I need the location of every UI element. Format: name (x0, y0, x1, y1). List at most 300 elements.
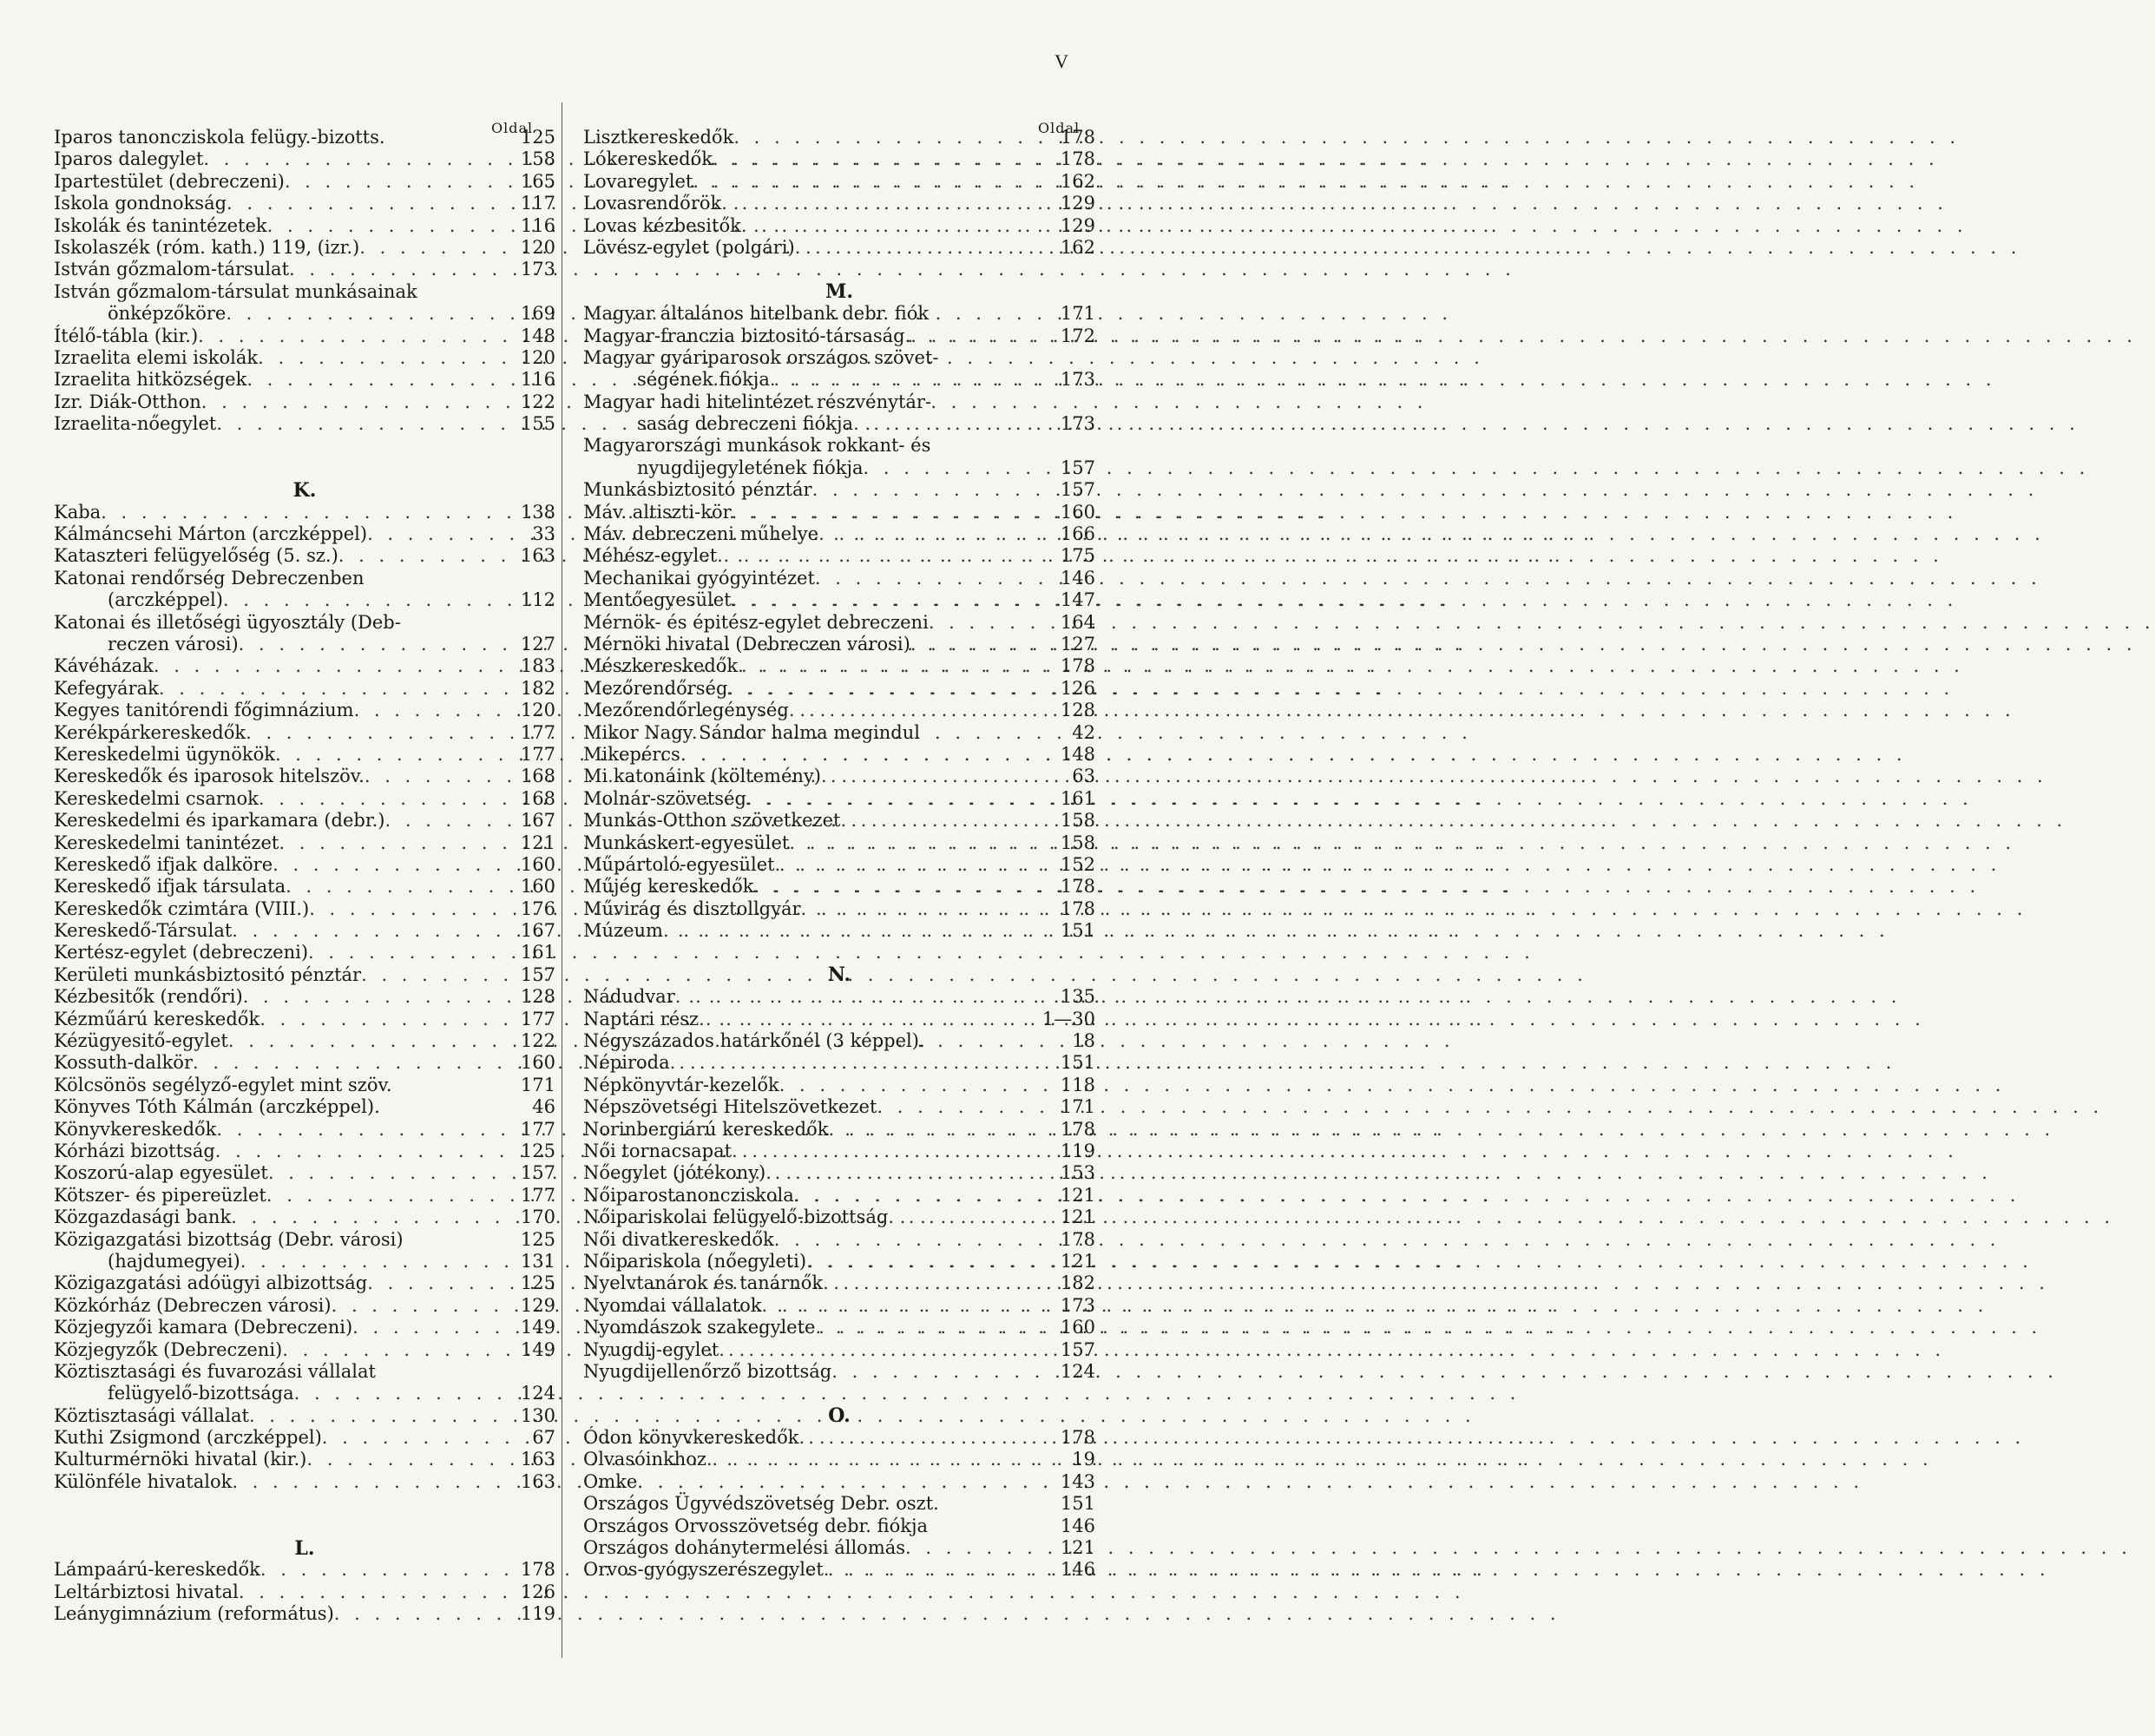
index-entry (54, 986, 555, 1008)
entry-page-number: 162 (1060, 236, 1095, 258)
entry-page-number: 129 (1060, 193, 1095, 214)
entry-page-number: 177 (520, 1008, 555, 1029)
entry-label: István gőzmalom-társulat (54, 259, 290, 280)
entry-label: Katonai rendőrség Debreczenben (54, 567, 365, 589)
dot-leader (789, 700, 1050, 721)
index-entry (583, 1272, 1095, 1294)
dot-leader (216, 1119, 510, 1141)
entry-page-number: 18 (1072, 1030, 1095, 1052)
entry-label: Mérnök- és épitész-egylet debreczeni (583, 611, 929, 633)
entry-label: Közigazgatási bizottság (Debr. városi) (54, 1228, 404, 1250)
index-entry (583, 898, 1095, 920)
index-entry (583, 986, 1095, 1008)
index-entry (583, 171, 1095, 193)
index-entry-continuation (54, 634, 555, 655)
dot-leader (706, 1449, 1050, 1470)
index-entry (583, 744, 1095, 766)
dot-leader (770, 369, 1050, 391)
entry-page-number: 167 (520, 920, 555, 942)
entry-label: Kerületi munkásbiztositó pénztár (54, 963, 362, 985)
dot-leader (738, 655, 1050, 677)
dot-leader (308, 942, 510, 963)
dot-leader (338, 545, 510, 567)
dot-leader (282, 1339, 510, 1361)
dot-leader (829, 1119, 1051, 1141)
section-letter: N. (827, 963, 851, 987)
index-entry (54, 391, 555, 413)
dot-leader (334, 1603, 510, 1625)
entry-label: Kávéházak (54, 655, 154, 677)
index-entry (54, 920, 555, 942)
entry-page-number: 160 (1060, 501, 1095, 523)
entry-page-number: 157 (1060, 457, 1095, 478)
entry-label: Mechanikai gyógyintézet (583, 567, 815, 589)
dot-leader (732, 1141, 1050, 1162)
entry-page-number: 178 (1060, 1427, 1095, 1449)
index-entry-continuation (583, 457, 1095, 479)
entry-label: Kézbesitők (rendőri) (54, 986, 243, 1008)
entry-label: Kórházi bizottság (54, 1140, 215, 1161)
dot-leader (258, 347, 510, 369)
entry-page-number: 172 (1060, 325, 1095, 346)
entry-label: Izraelita elemi iskolák (54, 346, 259, 368)
entry-label: Méhész-egylet (583, 545, 718, 567)
entry-label: Köztisztasági vállalat (54, 1404, 249, 1426)
dot-leader (815, 568, 1050, 589)
index-entry (583, 391, 1095, 413)
index-entry (583, 832, 1095, 854)
entry-page-number: 151 (1060, 1493, 1095, 1515)
dot-leader (260, 1559, 510, 1581)
index-entry (54, 347, 555, 369)
index-entry (54, 942, 555, 963)
index-entry (583, 655, 1095, 677)
dot-leader (367, 1272, 510, 1294)
entry-label: Izr. Diák-Otthon (54, 391, 201, 412)
index-entry (583, 237, 1095, 259)
index-entry (54, 832, 555, 854)
index-entry (583, 347, 1095, 369)
dot-leader (798, 1427, 1050, 1449)
entry-page-number: 128 (1060, 700, 1095, 721)
entry-label: Művirág és disztollgyár (583, 898, 801, 919)
entry-label: reczen városi) (108, 634, 239, 654)
index-entry (583, 1339, 1095, 1361)
index-entry (54, 369, 555, 391)
dot-leader (840, 810, 1050, 832)
entry-page-number: 122 (520, 1030, 555, 1052)
index-entry (54, 1207, 555, 1228)
index-entry-continuation (54, 1383, 555, 1404)
index-entry (54, 523, 555, 545)
entry-page-number: 157 (520, 963, 555, 985)
entry-page-number: 116 (520, 214, 555, 236)
entry-label: Könyvkereskedők (54, 1118, 217, 1140)
index-entry (583, 1427, 1095, 1449)
entry-page-number: 178 (520, 1559, 555, 1581)
entry-page-number: 33 (532, 523, 555, 545)
index-entry (583, 1516, 1095, 1537)
entry-page-number: 160 (520, 876, 555, 898)
index-entry (54, 215, 555, 237)
entry-page-number: 1—30 (1041, 1008, 1095, 1029)
entry-label: Naptári rész (583, 1008, 700, 1029)
entry-page-number: 151 (1060, 1052, 1095, 1074)
dot-leader (779, 1075, 1050, 1096)
index-entry-continuation (54, 1251, 555, 1272)
dot-leader (159, 678, 510, 700)
entry-page-number: 155 (520, 413, 555, 435)
entry-label: felügyelő-bizottsága (108, 1383, 294, 1404)
dot-leader (732, 589, 1050, 611)
index-entry (583, 523, 1095, 545)
dot-leader (203, 148, 510, 170)
dot-leader (279, 832, 510, 854)
entry-label: Nyugdijellenőrző bizottság (583, 1360, 832, 1382)
entry-label: Ódon könyvkereskedők (583, 1427, 799, 1449)
dot-leader (795, 237, 1050, 259)
entry-label: Kálmáncsehi Márton (arczképpel) (54, 523, 368, 545)
entry-label: Koszorú-alap egyesület (54, 1162, 268, 1184)
entry-label: Népkönyvtár-kezelők (583, 1074, 779, 1095)
dot-leader (215, 1141, 510, 1162)
dot-leader (239, 1581, 510, 1603)
entry-label: Kereskedelmi és iparkamara (debr.) (54, 810, 385, 832)
entry-page-number: 161 (520, 942, 555, 963)
dot-leader (732, 502, 1050, 523)
entry-page-number: 124 (1060, 1360, 1095, 1382)
entry-label: Közigazgatási adóügyi albizottság (54, 1272, 368, 1294)
entry-label: Iskolák és tanintézetek (54, 214, 267, 236)
entry-page-number: 183 (520, 655, 555, 677)
entry-label: Országos dohánytermelési állomás (583, 1537, 906, 1559)
entry-label: Nőipariskola (nőegyleti) (583, 1250, 807, 1272)
index-entry (54, 1603, 555, 1625)
entry-label: Kulturmérnöki hivatal (kir.) (54, 1449, 307, 1470)
dot-leader (910, 634, 1050, 655)
dot-leader (260, 1009, 510, 1030)
entry-page-number: 127 (1060, 634, 1095, 654)
index-entry (54, 788, 555, 810)
entry-label: Katonai és illetőségi ügyosztály (Deb- (54, 611, 401, 633)
dot-leader (154, 655, 510, 677)
dot-leader (670, 1052, 1050, 1074)
entry-label: Molnár-szövetség (583, 787, 746, 809)
entry-page-number: 173 (1060, 1294, 1095, 1316)
entry-label: Ítélő-tábla (kir.) (54, 325, 199, 346)
dot-leader (753, 876, 1050, 898)
index-entry (54, 326, 555, 347)
entry-label: Mezőrendőrlegénység (583, 700, 789, 721)
dot-leader (663, 920, 1050, 942)
index-entry (54, 1272, 555, 1294)
entry-label: Mészkereskedők (583, 655, 739, 677)
entry-page-number: 158 (1060, 832, 1095, 853)
index-entry-continuation (54, 303, 555, 325)
dot-leader (232, 1471, 510, 1493)
dot-leader (273, 854, 510, 876)
dot-leader (216, 413, 510, 435)
index-entry (583, 1295, 1095, 1317)
dot-leader (853, 413, 1050, 435)
dot-leader (365, 766, 510, 787)
entry-label: nyugdijegyletének fiókja (637, 457, 864, 478)
entry-label: Izraelita-nőegylet (54, 413, 217, 435)
entry-label: Nőegylet (jótékony) (583, 1162, 766, 1184)
index-entry (583, 1251, 1095, 1272)
index-entry (583, 1141, 1095, 1162)
entry-label: Ipartestület (debreczeni) (54, 170, 285, 192)
dot-leader (101, 502, 510, 523)
index-entry (583, 1009, 1095, 1030)
entry-label: Magyar gyáriparosok országos szövet- (583, 346, 939, 368)
entry-page-number: 178 (1060, 898, 1095, 919)
entry-label: Női divatkereskedők (583, 1228, 774, 1250)
index-entry (54, 1162, 555, 1184)
page-number: V (1055, 50, 1068, 72)
index-entry (54, 568, 555, 589)
index-entry (583, 1162, 1095, 1184)
entry-page-number: 120 (520, 700, 555, 721)
dot-leader (243, 986, 510, 1008)
index-entry (54, 1295, 555, 1317)
index-column-right (583, 120, 1095, 1581)
dot-leader (864, 457, 1050, 479)
entry-label: Múzeum (583, 920, 663, 942)
entry-label: Mentőegyesület (583, 589, 732, 611)
entry-label: Kereskedő-Társulat (54, 920, 233, 942)
entry-label: Kölcsönös segélyző-egylet mint szöv. (54, 1074, 392, 1095)
dot-leader (775, 854, 1050, 876)
index-entry (54, 1405, 555, 1427)
dot-leader (746, 788, 1050, 810)
entry-page-number: 135 (1060, 986, 1095, 1008)
entry-page-number: 118 (1060, 1074, 1095, 1095)
index-entry (54, 700, 555, 721)
entry-page-number: 168 (520, 787, 555, 809)
entry-page-number: 169 (520, 303, 555, 325)
index-entry (54, 678, 555, 700)
entry-page-number: 126 (520, 1581, 555, 1602)
entry-page-number: 125 (520, 1272, 555, 1294)
entry-page-number: 147 (1060, 589, 1095, 611)
entry-page-number: 173 (1060, 369, 1095, 391)
dot-leader (266, 1185, 510, 1207)
index-column-left (54, 120, 555, 1626)
index-entry (54, 1075, 555, 1096)
entry-label: Kefegyárak (54, 677, 159, 699)
index-entry (583, 920, 1095, 942)
entry-label: Különféle hivatalok (54, 1470, 233, 1492)
dot-leader (888, 1207, 1050, 1228)
dot-leader (228, 1030, 510, 1052)
entry-page-number: 121 (1060, 1184, 1095, 1206)
entry-page-number: 119 (520, 1603, 555, 1625)
dot-leader (680, 744, 1050, 766)
entry-label: Kézműárú kereskedők (54, 1008, 260, 1029)
entry-page-number: 138 (520, 501, 555, 523)
entry-label: Iskola gondnokság (54, 193, 227, 214)
entry-page-number: 164 (1060, 611, 1095, 633)
index-entry (583, 303, 1095, 325)
entry-label: Kereskedelmi tanintézet (54, 832, 279, 853)
dot-leader (717, 545, 1050, 567)
index-entry (583, 700, 1095, 721)
entry-page-number: 129 (1060, 214, 1095, 236)
entry-page-number: 146 (1060, 1515, 1095, 1536)
entry-page-number: 171 (1060, 1096, 1095, 1118)
dot-leader (249, 1405, 510, 1427)
entry-page-number: 120 (520, 236, 555, 258)
entry-page-number: 163 (520, 1449, 555, 1470)
entry-label: Kataszteri felügyelőség (5. sz.) (54, 545, 338, 567)
dot-leader (765, 1162, 1050, 1184)
entry-label: Mérnöki hivatal (Debreczen városi) (583, 634, 910, 654)
index-entry (583, 1075, 1095, 1096)
entry-label: Nyomdai vállalatok (583, 1294, 762, 1316)
entry-page-number: 177 (520, 1184, 555, 1206)
entry-label: Kézügyesitő-egylet (54, 1030, 228, 1052)
dot-leader (361, 964, 510, 986)
entry-label: Izraelita hitközségek (54, 369, 247, 391)
entry-label: Lovaregylet (583, 170, 693, 192)
entry-label: Nyugdij-egylet (583, 1338, 719, 1360)
entry-label: Magyar általános hitelbank debr. fiók (583, 303, 930, 325)
index-entry (583, 854, 1095, 876)
entry-page-number: 125 (520, 1228, 555, 1250)
entry-page-number: 182 (1060, 1272, 1095, 1294)
entry-label: Nádudvar (583, 986, 675, 1008)
entry-label: Mi katonáink (költemény) (583, 766, 821, 787)
entry-page-number: 148 (1060, 743, 1095, 765)
dot-leader (727, 678, 1050, 700)
dot-leader (198, 326, 510, 347)
entry-page-number: 177 (520, 1118, 555, 1140)
entry-page-number: 117 (520, 193, 555, 214)
entry-label: Kerékpárkereskedők (54, 721, 246, 743)
entry-label: Országos Orvosszövetség debr. fiókja (583, 1515, 929, 1536)
entry-page-number: 119 (1060, 1141, 1095, 1161)
dot-leader (831, 1361, 1050, 1383)
entry-label: Orvos-gyógyszerészegylet (583, 1559, 824, 1581)
dot-leader (637, 1471, 1050, 1493)
index-entry (54, 1449, 555, 1470)
index-entry (54, 259, 555, 280)
entry-label: Országos Ügyvédszövetség Debr. oszt. (583, 1493, 939, 1515)
entry-label: Magyar-franczia biztositó-társaság. (583, 325, 911, 346)
entry-label: Lisztkereskedők (583, 127, 734, 148)
dot-leader (824, 1559, 1050, 1581)
index-entry-continuation (583, 413, 1095, 435)
dot-leader (223, 589, 510, 611)
index-entry (54, 148, 555, 170)
index-entry (54, 810, 555, 832)
index-entry (583, 788, 1095, 810)
index-entry (54, 1559, 555, 1581)
entry-label: Kereskedő ifjak dalköre (54, 853, 273, 875)
section-letter: L. (294, 1536, 315, 1560)
index-entry (54, 655, 555, 677)
dot-leader (675, 986, 1050, 1008)
entry-label: Munkásbiztositó pénztár (583, 479, 812, 501)
dot-leader (352, 1317, 510, 1338)
index-entry (583, 326, 1095, 347)
entry-label: Kereskedő ifjak társulata (54, 876, 286, 898)
dot-leader (699, 1009, 1042, 1030)
index-entry (583, 634, 1095, 655)
index-entry (583, 127, 1095, 148)
entry-label: Lovas kézbesitők (583, 214, 741, 236)
entry-label: Lámpaárú-kereskedők (54, 1559, 260, 1581)
dot-leader (267, 215, 510, 237)
index-entry (54, 1427, 555, 1449)
entry-page-number: 165 (520, 170, 555, 192)
entry-label: Négyszázados határkőnél (3 képpel). (583, 1030, 925, 1052)
entry-page-number: 151 (1060, 920, 1095, 942)
dot-leader (789, 832, 1050, 854)
dot-leader (322, 1427, 510, 1449)
dot-leader (721, 193, 1050, 214)
index-entry (583, 1185, 1095, 1207)
dot-leader (268, 1162, 510, 1184)
entry-page-number: 182 (520, 677, 555, 699)
index-entry (54, 1339, 555, 1361)
index-entry-continuation (583, 369, 1095, 391)
entry-label: Norinbergiárú kereskedők (583, 1118, 829, 1140)
dot-leader (231, 1207, 510, 1228)
entry-page-number: 131 (520, 1250, 555, 1272)
dot-leader (801, 898, 1050, 920)
entry-page-number: 143 (1060, 1470, 1095, 1492)
entry-page-number: 177 (520, 743, 555, 765)
entry-page-number: 157 (1060, 479, 1095, 501)
entry-page-number: 178 (1060, 876, 1095, 898)
entry-label: Máv. altiszti-kör (583, 501, 732, 523)
entry-page-number: 126 (1060, 677, 1095, 699)
dot-leader (929, 612, 1050, 634)
entry-page-number: 128 (520, 986, 555, 1008)
entry-label: Nőipariskolai felügyelő-bizottság (583, 1207, 889, 1228)
entry-label: saság debreczeni fiókja (637, 413, 854, 435)
entry-label: Iparos tanoncziskola felügy.-bizotts. (54, 127, 385, 148)
entry-label: Omke (583, 1470, 638, 1492)
dot-leader (286, 876, 510, 898)
entry-page-number: 19 (1072, 1449, 1095, 1470)
entry-page-number: 149 (520, 1317, 555, 1338)
spacer (54, 435, 555, 457)
index-entry (583, 1317, 1095, 1338)
entry-page-number: 162 (1060, 170, 1095, 192)
section-letter: M. (825, 280, 853, 304)
entry-page-number: 157 (1060, 1338, 1095, 1360)
entry-page-number: 166 (1060, 523, 1095, 545)
index-entry (54, 766, 555, 787)
entry-label: Kereskedelmi ügynökök (54, 743, 275, 765)
entry-label: Iskolaszék (róm. kath.) 119, (izr.) (54, 236, 360, 258)
dot-leader (193, 1052, 510, 1074)
entry-page-number: 163 (520, 545, 555, 567)
entry-page-number: 121 (1060, 1537, 1095, 1559)
entry-page-number: 149 (520, 1338, 555, 1360)
entry-label: Lókereskedők (583, 148, 713, 170)
index-entry (54, 1361, 555, 1383)
page-column-header-left: Oldal (491, 120, 534, 136)
entry-label: Közjegyzők (Debreczeni) (54, 1338, 283, 1360)
dot-leader (359, 237, 510, 259)
entry-page-number: 173 (1060, 413, 1095, 435)
index-entry (54, 964, 555, 986)
index-entry (54, 127, 555, 148)
